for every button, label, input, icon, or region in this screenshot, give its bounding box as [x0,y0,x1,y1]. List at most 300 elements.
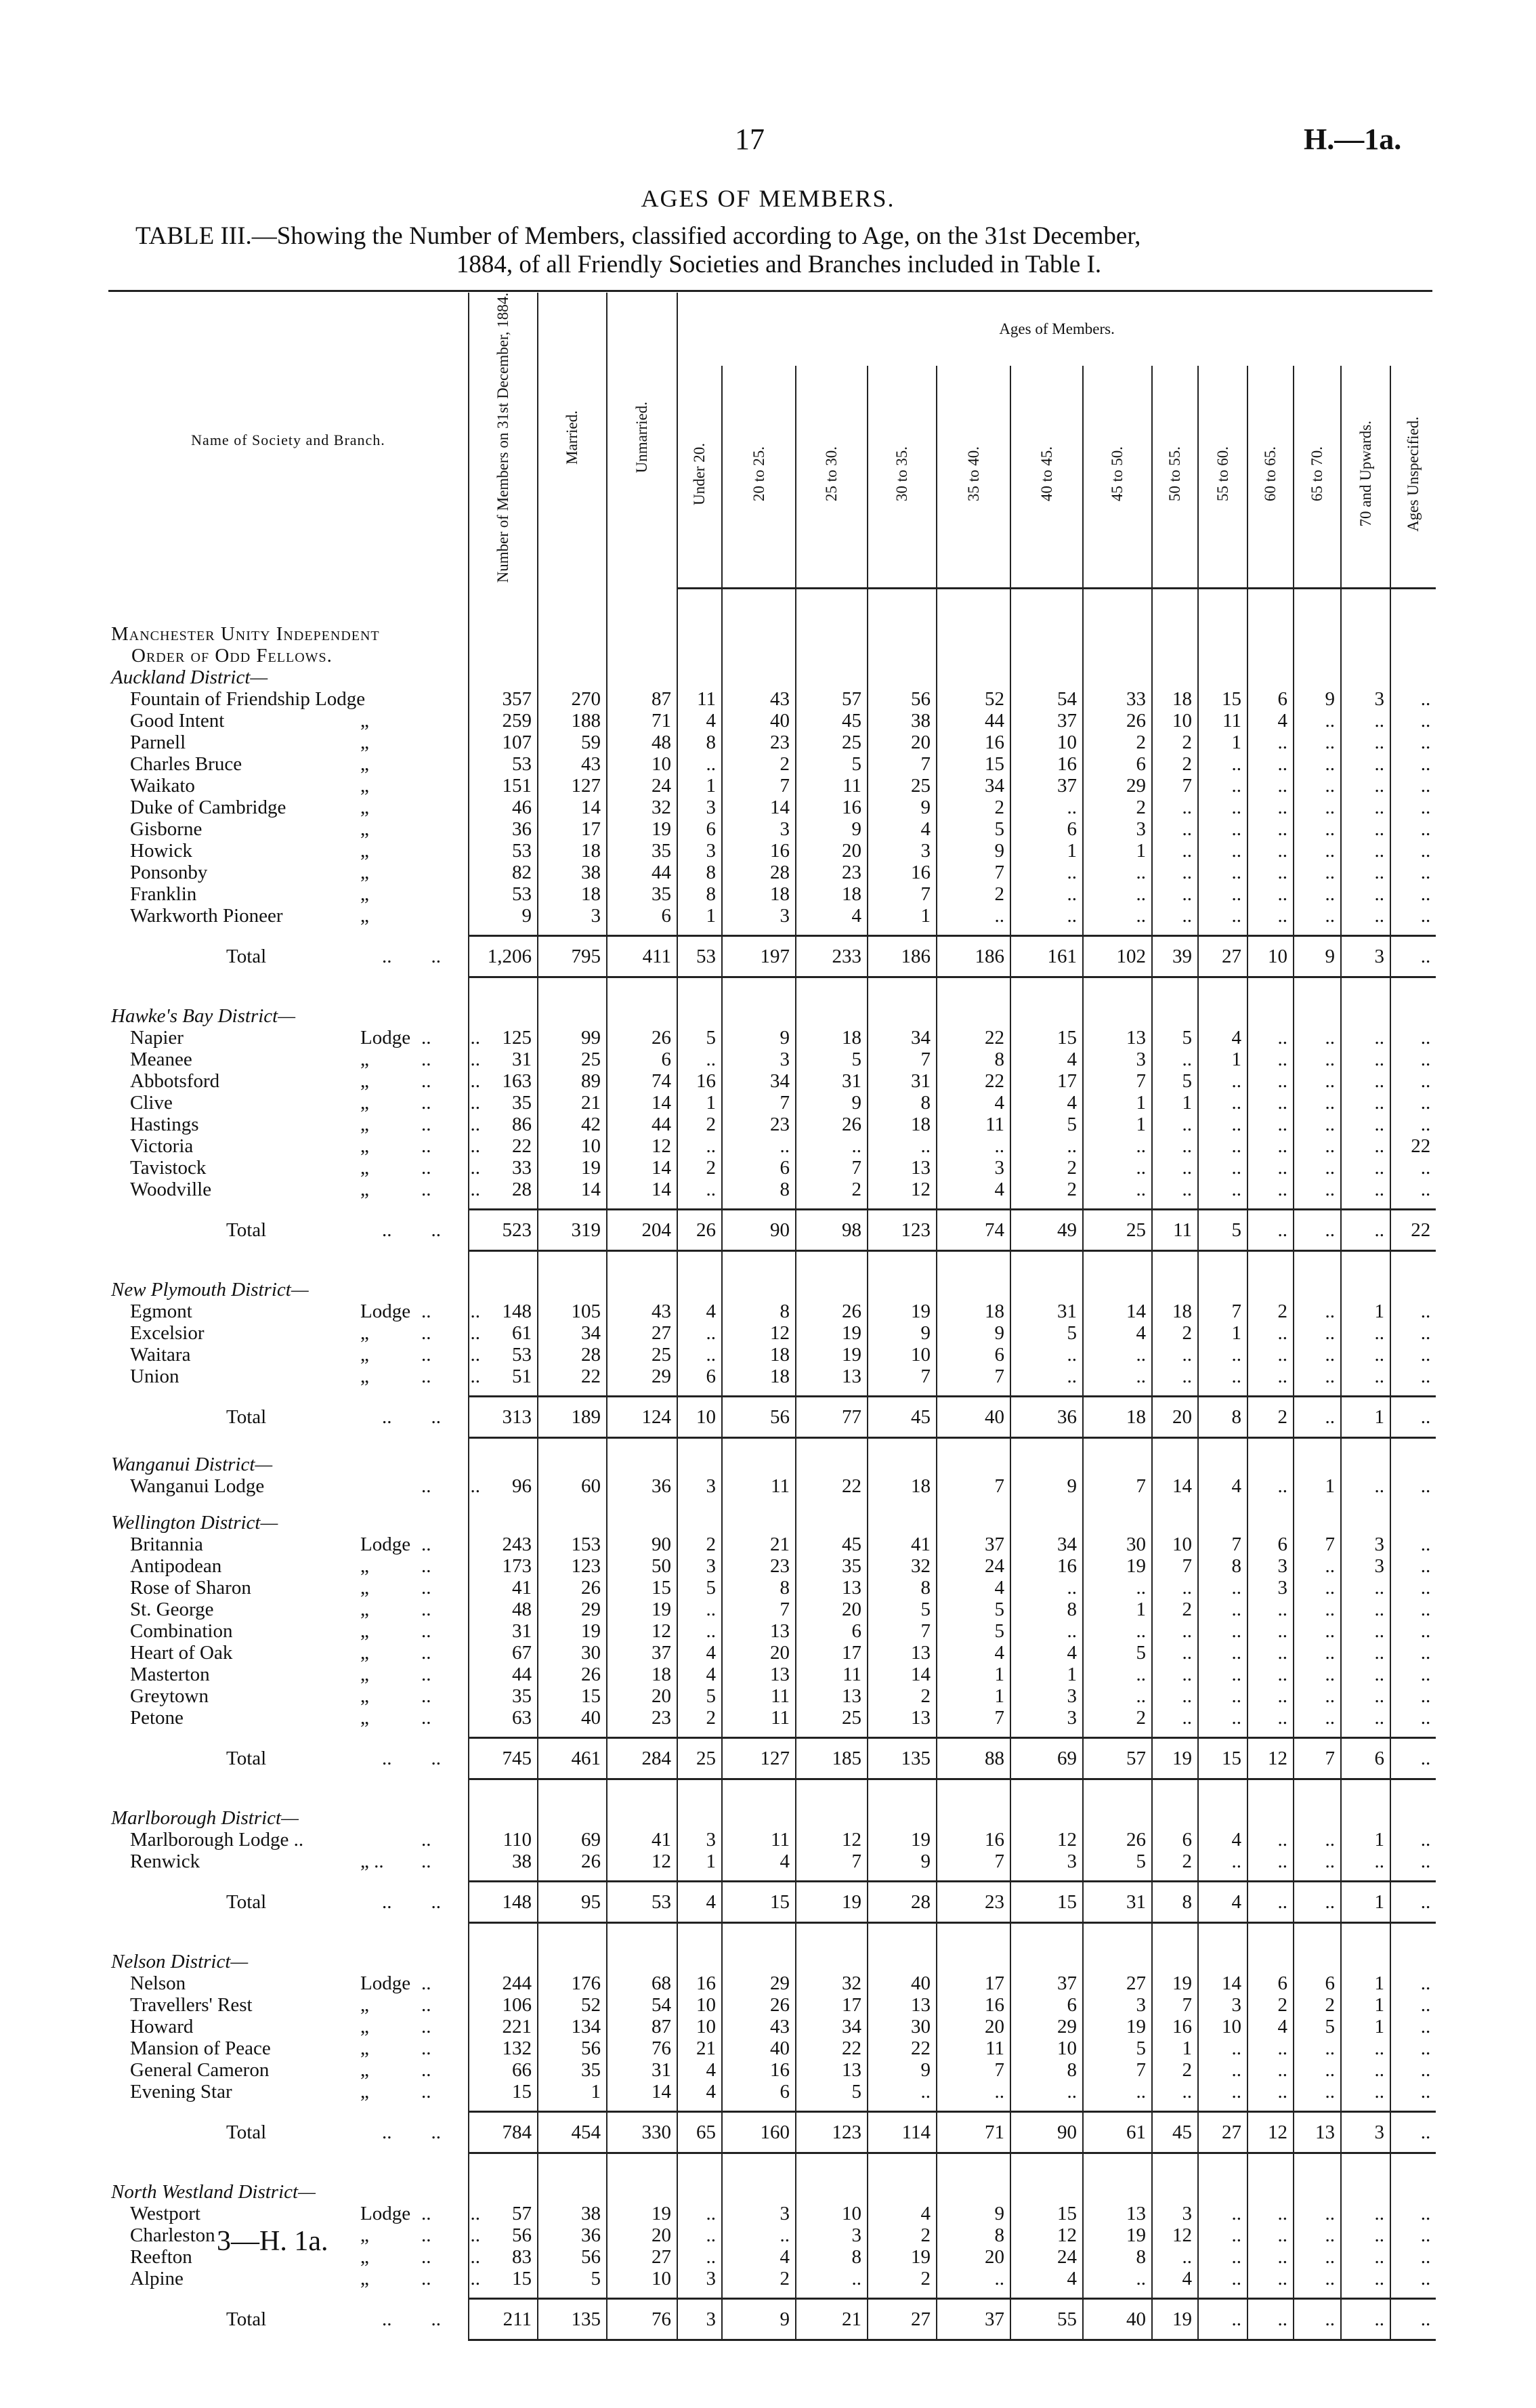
column-header-label: 20 to 25. [750,446,767,502]
empty-cell [868,645,937,667]
value-cell: .. [1198,905,1247,927]
value-cell: 3 [677,1475,722,1497]
empty-cell [1152,1279,1198,1301]
empty-cell [677,667,722,688]
empty-cell [1152,1387,1198,1397]
total-value-cell: .. [1341,1209,1390,1250]
value-cell: .. [1198,2037,1247,2059]
spacer [108,1922,469,1951]
value-cell: 3 [1341,1555,1390,1577]
value-cell: .. [1341,1475,1390,1497]
empty-cell [469,588,538,623]
value-cell: 3 [1341,1534,1390,1555]
total-value-cell: 28 [868,1881,937,1922]
empty-cell [1341,2103,1390,2112]
value-cell: 31 [469,1049,538,1070]
value-cell: .. [1341,1179,1390,1200]
column-header-name: Name of Society and Branch. [191,431,385,449]
total-value-cell: 77 [796,1396,868,1437]
value-cell: 7 [937,2059,1010,2081]
total-value-cell: 71 [937,2111,1010,2153]
value-cell: 52 [937,688,1010,710]
empty-cell [1152,1872,1198,1882]
value-cell: 12 [1010,1829,1083,1851]
total-value-cell: 25 [677,1737,722,1779]
value-cell: .. [1247,2246,1294,2268]
value-cell: .. [1390,688,1436,710]
value-cell: 7 [1198,1534,1247,1555]
value-cell: 11 [1198,710,1247,732]
total-value-cell: .. [1390,935,1436,977]
value-cell: 6 [722,2081,796,2103]
empty-cell [796,1922,868,1951]
branch-suffix: „ [360,883,369,905]
value-cell: .. [1294,753,1341,775]
value-cell: .. [1083,862,1152,883]
total-label: Total [226,1219,267,1241]
value-cell: 173 [469,1555,538,1577]
value-cell: .. [1152,1664,1198,1685]
value-cell: 3 [677,797,722,818]
value-cell: .. [1341,753,1390,775]
value-cell: .. [1152,862,1198,883]
value-cell: 11 [722,1475,796,1497]
value-cell: 3 [1247,1577,1294,1599]
total-value-cell: 160 [722,2111,796,2153]
empty-cell [722,667,796,688]
empty-cell [607,1279,677,1301]
empty-cell [722,2103,796,2112]
value-cell: 4 [868,818,937,840]
value-cell: .. [1390,2016,1436,2037]
total-label-cell [108,1209,469,1250]
empty-cell [796,1872,868,1882]
empty-cell [677,927,722,936]
value-cell: 8 [1010,1599,1083,1620]
value-cell: 87 [607,688,677,710]
value-cell: 32 [868,1555,937,1577]
table-row [108,1027,1436,1049]
value-cell: 13 [868,1994,937,2016]
empty-cell [1341,1387,1390,1397]
empty-cell [1294,1279,1341,1301]
value-cell: .. [1390,1620,1436,1642]
empty-cell [538,645,607,667]
value-cell: 15 [1010,2203,1083,2224]
society-name: Order of Odd Fellows. [131,644,333,667]
empty-cell [1341,588,1390,623]
empty-cell [796,2153,868,2181]
value-cell: 29 [722,1972,796,1994]
value-cell: .. [1341,2037,1390,2059]
empty-cell [1152,2153,1198,2181]
empty-cell [1010,1387,1083,1397]
branch-name: Reefton [130,2245,192,2268]
value-cell: 10 [607,753,677,775]
value-cell: 9 [937,2203,1010,2224]
empty-cell [469,645,538,667]
total-value-cell: 3 [677,2298,722,2340]
empty-cell [796,1512,868,1534]
value-cell: 2 [677,1157,722,1179]
total-value-cell: 3 [1341,935,1390,977]
empty-cell [677,1437,722,1454]
value-cell: 9 [796,1092,868,1114]
empty-cell [722,1279,796,1301]
branch-name: Rose of Sharon [130,1576,251,1599]
empty-cell [1247,623,1294,645]
leader-dots: .. [421,2037,431,2059]
table-row [108,1972,1436,1994]
value-cell: 14 [722,797,796,818]
value-cell: 1 [1198,732,1247,753]
empty-cell [1390,667,1436,688]
value-cell: 57 [469,2203,538,2224]
branch-suffix: „ [360,2245,369,2268]
value-cell: 8 [1083,2246,1152,2268]
empty-cell [1341,1779,1390,1807]
empty-cell [1341,1922,1390,1951]
table-row [108,1851,1436,1872]
value-cell: 11 [722,1707,796,1729]
spacer-row [108,588,1436,623]
value-cell: .. [1294,1851,1341,1872]
page-title: AGES OF MEMBERS. [641,185,895,212]
value-cell: .. [1152,2081,1198,2103]
column-header-label: 40 to 45. [1038,446,1055,502]
column-header-label: Ages Unspecified. [1405,416,1422,532]
value-cell: 22 [1390,1135,1436,1157]
leader-dots: .. .. [382,1891,441,1913]
column-header [469,293,538,588]
value-cell: 29 [538,1599,607,1620]
value-cell: 12 [722,1322,796,1344]
value-cell: 2 [677,1707,722,1729]
value-cell: 2 [1152,1599,1198,1620]
empty-cell [1152,1497,1198,1512]
empty-cell [1083,645,1152,667]
value-cell: .. [677,1049,722,1070]
value-cell: 5 [937,1620,1010,1642]
value-cell: 3 [722,905,796,927]
value-cell: .. [937,905,1010,927]
value-cell: 3 [1083,818,1152,840]
value-cell: .. [1341,862,1390,883]
value-cell: 69 [538,1829,607,1851]
value-cell: 6 [1152,1829,1198,1851]
value-cell: .. [1294,2059,1341,2081]
total-value-cell: 161 [1010,935,1083,977]
value-cell: 13 [868,1157,937,1179]
empty-cell [796,1200,868,1210]
value-cell: 20 [937,2016,1010,2037]
value-cell: 3 [868,840,937,862]
leader-dots: .. .. [421,1300,480,1322]
leader-dots: .. [421,1620,431,1642]
empty-cell [1294,1005,1341,1027]
value-cell: 5 [677,1685,722,1707]
value-cell: 7 [1152,1555,1198,1577]
empty-cell [538,2289,607,2299]
value-cell: 14 [1083,1301,1152,1322]
value-cell: 2 [1083,797,1152,818]
value-cell: 6 [937,1344,1010,1366]
value-cell: .. [1341,1664,1390,1685]
value-cell: 1 [1010,840,1083,862]
value-cell: 19 [868,2246,937,2268]
value-cell: 1 [1341,1994,1390,2016]
value-cell: 19 [1083,1555,1152,1577]
empty-cell [538,1437,607,1454]
empty-cell [469,2289,538,2299]
value-cell: 11 [796,775,868,797]
value-cell: .. [1198,1664,1247,1685]
value-cell: 18 [796,1027,868,1049]
value-cell: 5 [796,1049,868,1070]
value-cell: 34 [868,1027,937,1049]
branch-suffix: „ [360,1598,369,1620]
value-cell: 19 [796,1344,868,1366]
empty-cell [722,1807,796,1829]
value-cell: 2 [1152,1322,1198,1344]
value-cell: 9 [868,1322,937,1344]
value-cell: .. [1247,905,1294,927]
value-cell: 33 [469,1157,538,1179]
empty-cell [1198,927,1247,936]
empty-cell [1247,1872,1294,1882]
value-cell: 22 [796,1475,868,1497]
total-row [108,935,1436,977]
table-row [108,1344,1436,1366]
value-cell: .. [1390,2081,1436,2103]
branch-name: Good Intent [130,709,225,732]
value-cell: .. [1341,1049,1390,1070]
empty-cell [1083,1250,1152,1279]
empty-cell [1341,2153,1390,2181]
value-cell: .. [796,1135,868,1157]
value-cell: 11 [937,2037,1010,2059]
total-label-cell [108,1737,469,1779]
value-cell: 17 [796,1994,868,2016]
value-cell: .. [1198,1577,1247,1599]
value-cell: .. [1390,2203,1436,2224]
total-value-cell: .. [1294,1209,1341,1250]
value-cell: 30 [868,2016,937,2037]
branch-name: Hastings [130,1113,199,1135]
branch-name: Howard [130,2015,194,2037]
value-cell: 18 [538,883,607,905]
value-cell: 19 [1083,2016,1152,2037]
leader-dots: .. [421,1993,431,2016]
empty-cell [1010,2153,1083,2181]
value-cell: .. [937,2081,1010,2103]
total-value-cell: 19 [1152,1737,1198,1779]
branch-suffix: „ [360,1322,369,1344]
value-cell: 3 [538,905,607,927]
total-value-cell: 197 [722,935,796,977]
total-row [108,2298,1436,2340]
value-cell: 5 [1152,1027,1198,1049]
value-cell: 14 [1152,1475,1198,1497]
value-cell: 26 [538,1851,607,1872]
empty-cell [1341,1872,1390,1882]
empty-cell [469,1250,538,1279]
branch-name: Renwick [130,1850,200,1872]
value-cell: 19 [796,1322,868,1344]
value-cell: .. [937,2268,1010,2289]
empty-cell [722,2181,796,2203]
value-cell: 7 [868,1366,937,1387]
empty-cell [1198,2289,1247,2299]
value-cell: .. [1390,1179,1436,1200]
empty-cell [1390,1454,1436,1475]
value-cell: 53 [469,883,538,905]
empty-cell [1010,1512,1083,1534]
value-cell: 40 [538,1707,607,1729]
value-cell: 37 [1010,775,1083,797]
value-cell: .. [1341,1092,1390,1114]
value-cell: 9 [868,1851,937,1872]
value-cell: .. [1390,775,1436,797]
value-cell: .. [1247,862,1294,883]
empty-cell [868,1387,937,1397]
value-cell: 6 [1247,1972,1294,1994]
empty-cell [1294,1872,1341,1882]
empty-cell [1390,1005,1436,1027]
value-cell: 31 [1010,1301,1083,1322]
empty-cell [1198,2103,1247,2112]
value-cell: 1 [677,1092,722,1114]
value-cell: .. [1390,1157,1436,1179]
value-cell: .. [1294,1049,1341,1070]
value-cell: 2 [677,1534,722,1555]
value-cell: .. [1341,1344,1390,1366]
value-cell: 15 [607,1577,677,1599]
value-cell: .. [1247,1851,1294,1872]
value-cell: 38 [469,1851,538,1872]
ages-group-header: Ages of Members. [677,293,1436,366]
value-cell: 5 [677,1027,722,1049]
value-cell: 17 [1010,1070,1083,1092]
value-cell: 37 [1010,710,1083,732]
value-cell: 3 [677,1829,722,1851]
empty-cell [796,1454,868,1475]
empty-cell [1083,1200,1152,1210]
value-cell: .. [1390,2268,1436,2289]
branch-name: General Cameron [130,2058,270,2081]
value-cell: .. [1294,1577,1341,1599]
empty-cell [937,623,1010,645]
leader-dots: .. .. [382,1747,441,1769]
empty-cell [1294,1387,1341,1397]
empty-cell [607,1951,677,1972]
value-cell: .. [1341,1599,1390,1620]
value-cell: .. [1390,1027,1436,1049]
value-cell: 2 [1152,753,1198,775]
total-value-cell: 21 [796,2298,868,2340]
value-cell: 18 [1152,1301,1198,1322]
value-cell: .. [1341,1157,1390,1179]
empty-cell [722,1779,796,1807]
empty-cell [607,1512,677,1534]
value-cell: 37 [607,1642,677,1664]
empty-cell [868,1250,937,1279]
value-cell: 20 [607,2224,677,2246]
leader-dots: .. [421,1576,431,1599]
empty-cell [1083,2289,1152,2299]
value-cell: .. [1390,1070,1436,1092]
value-cell: 10 [1010,2037,1083,2059]
value-cell: 16 [796,797,868,818]
value-cell: .. [1390,1301,1436,1322]
value-cell: 26 [538,1577,607,1599]
branch-name-cell [108,1707,469,1729]
value-cell: 7 [937,1366,1010,1387]
column-header [1198,366,1247,588]
table-row [108,688,1436,710]
value-cell: .. [1083,883,1152,905]
value-cell: 6 [722,1157,796,1179]
table-row [108,1707,1436,1729]
leader-dots: .. [421,1685,431,1707]
total-value-cell: 784 [469,2111,538,2153]
total-value-cell: .. [1390,1737,1436,1779]
value-cell: .. [1294,1092,1341,1114]
value-cell: 23 [796,862,868,883]
district-name: Wanganui District— [111,1453,273,1475]
empty-cell [868,1200,937,1210]
value-cell: .. [1247,775,1294,797]
value-cell: .. [1198,1070,1247,1092]
empty-cell [937,1005,1010,1027]
value-cell: 37 [937,1534,1010,1555]
value-cell: 7 [868,883,937,905]
spacer [108,1729,469,1738]
value-cell: 20 [607,1685,677,1707]
empty-cell [1341,667,1390,688]
branch-name: Napier [130,1026,184,1049]
empty-cell [607,1779,677,1807]
value-cell: 8 [868,1092,937,1114]
table-row [108,1179,1436,1200]
branch-name: Alpine [130,2267,184,2289]
value-cell: 87 [607,2016,677,2037]
total-value-cell: 186 [937,935,1010,977]
value-cell: .. [1341,1685,1390,1707]
value-cell: 35 [538,2059,607,2081]
value-cell: 5 [1083,1851,1152,1872]
value-cell: .. [1247,1685,1294,1707]
society-heading-row [108,623,1436,645]
header-row [108,293,1436,366]
total-value-cell: 454 [538,2111,607,2153]
value-cell: 13 [1083,1027,1152,1049]
total-value-cell: 114 [868,2111,937,2153]
value-cell: .. [1294,1642,1341,1664]
branch-name: Excelsior [130,1322,205,1344]
empty-cell [1010,1454,1083,1475]
leader-dots: .. .. [382,1219,441,1241]
district-heading-row [108,2181,1436,2203]
column-header [722,366,796,588]
value-cell: 10 [1152,710,1198,732]
branch-suffix: Lodge [360,1026,411,1049]
value-cell: .. [1390,732,1436,753]
total-value-cell: 745 [469,1737,538,1779]
empty-cell [796,645,868,667]
value-cell: .. [1152,1620,1198,1642]
value-cell: 1 [1294,1475,1341,1497]
